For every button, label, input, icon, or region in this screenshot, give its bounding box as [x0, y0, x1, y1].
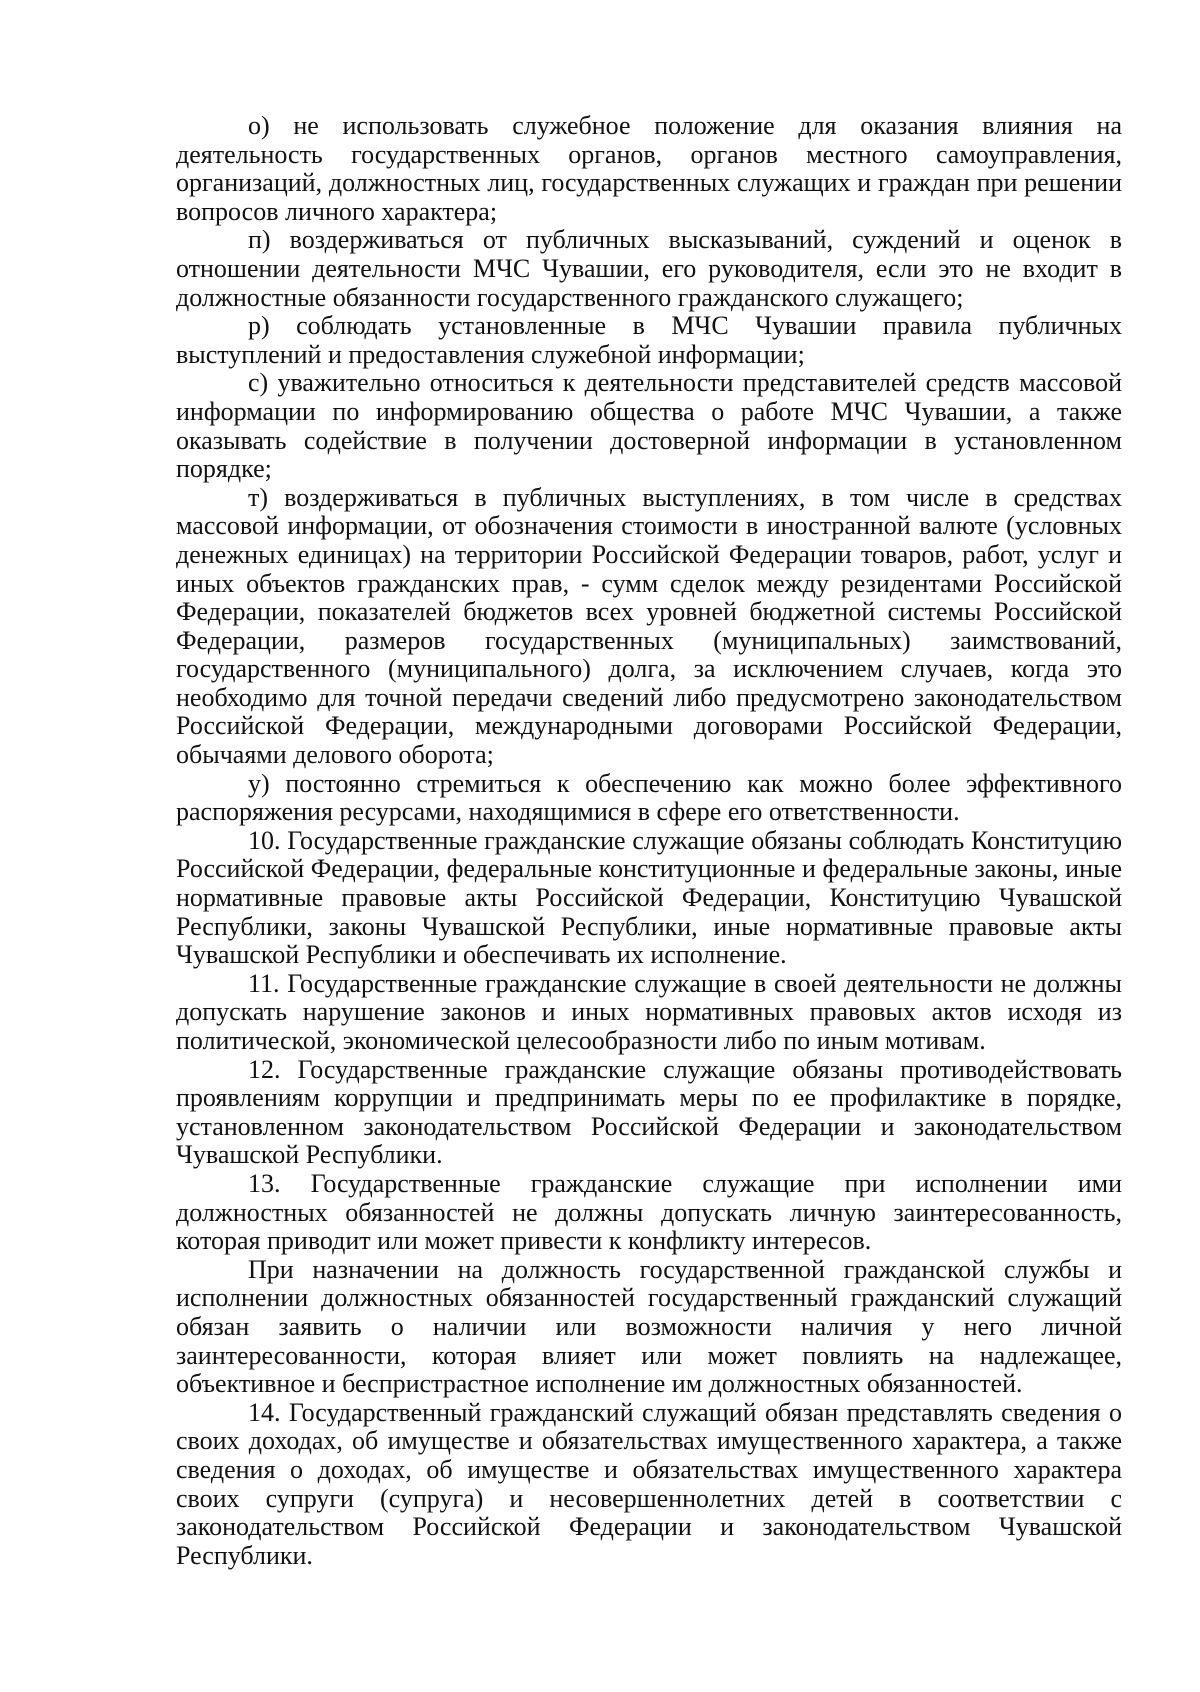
paragraph-s: с) уважительно относиться к деятельности представителей средств массовой информации по информированию общества о работе МЧС Чувашии, а также оказывать содействие в получении достоверной информации в установленном порядке; [176, 368, 1122, 484]
paragraph-10: 10. Государственные гражданские служащие обязаны соблюдать Конституцию Российской Федерации, федеральные конституционные и федеральные законы, иные нормативные правовые акты Российской Федерации, Конституцию Чувашской Республики, законы Чувашской Республики, иные нормативные правовые акты Чувашской Республики и обеспечивать их исполнение. [176, 825, 1122, 970]
paragraph-u: у) постоянно стремиться к обеспечению как можно более эффективного распоряжения ресурсами, находящимися в сфере его ответственности. [176, 768, 1122, 827]
paragraph-p: п) воздерживаться от публичных высказываний, суждений и оценок в отношении деятельности МЧС Чувашии, его руководителя, если это не входит в должностные обязанности государственного гражданского служащего; [176, 225, 1122, 312]
paragraph-t: т) воздерживаться в публичных выступлениях, в том числе в средствах массовой информации, от обозначения стоимости в иностранной валюте (условных денежных единицах) на территории Российской Федерации товаров, работ, услуг и иных объектов гражданских прав, - сумм сделок между резидентами Российской Федерации, показателей бюджетов всех уровней бюджетной системы Российской Федерации, размеров государственных (муниципальных) заимствований, государственного (муниципального) долга, за исключением случаев, когда это необходимо для точной передачи сведений либо предусмотрено законодательством Российской Федерации, международными договорами Российской Федерации, обычаями делового оборота; [176, 482, 1122, 770]
paragraph-11: 11. Государственные гражданские служащие в своей деятельности не должны допускать нарушение законов и иных нормативных правовых актов исходя из политической, экономической целесообразности либо по иным мотивам. [176, 968, 1122, 1055]
paragraph-13-continued: При назначении на должность государственной гражданской службы и исполнении должностных обязанностей государственный гражданский служащий обязан заявить о наличии или возможности наличия у него личной заинтересованности, которая влияет или может повлиять на надлежащее, объективное и беспристрастное исполнение им должностных обязанностей. [176, 1254, 1122, 1399]
paragraph-r: р) соблюдать установленные в МЧС Чувашии правила публичных выступлений и предоставления служебной информации; [176, 311, 1122, 369]
paragraph-14: 14. Государственный гражданский служащий обязан представлять сведения о своих доходах, об имуществе и обязательствах имущественного характера, а также сведения о доходах, об имуществе и обязательствах имущественного характера своих супруги (супруга) и несовершеннолетних детей в соответствии с законодательством Российской Федерации и законодательством Чувашской Республики. [176, 1397, 1122, 1570]
document-body [176, 112, 1122, 1570]
paragraph-o: о) не использовать служебное положение для оказания влияния на деятельность государственных органов, органов местного самоуправления, организаций, должностных лиц, государственных служащих и граждан при решении вопросов личного характера; [176, 111, 1122, 226]
paragraph-13: 13. Государственные гражданские служащие при исполнении ими должностных обязанностей не должны допускать личную заинтересованность, которая приводит или может привести к конфликту интересов. [176, 1168, 1122, 1256]
paragraph-12: 12. Государственные гражданские служащие обязаны противодействовать проявлениям коррупции и предпринимать меры по ее профилактике в порядке, установленном законодательством Российской Федерации и законодательством Чувашской Республики. [176, 1054, 1122, 1170]
